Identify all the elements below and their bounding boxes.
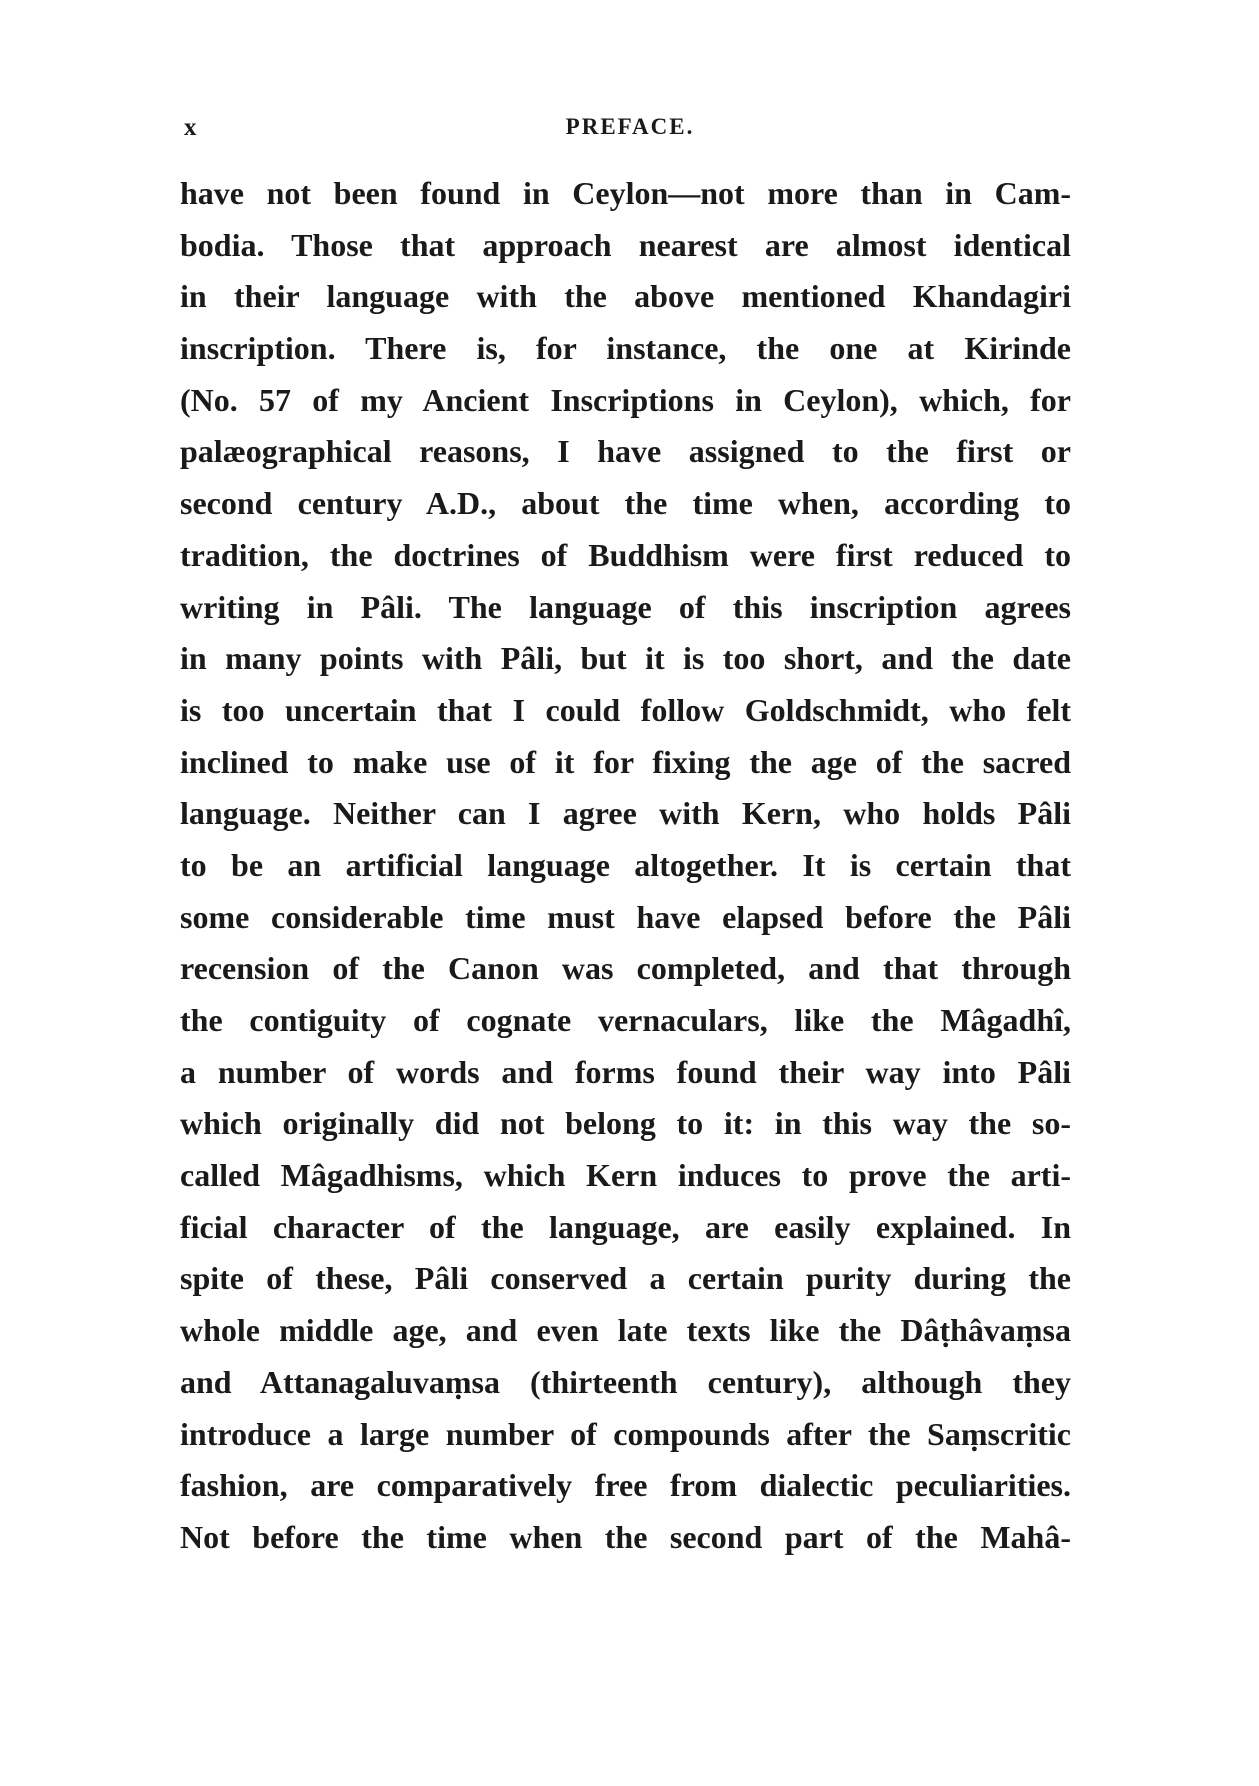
text-line: recension of the Canon was completed, and that through: [180, 950, 1071, 987]
text-line: and Attanagaluvaṃsa (thirteenth century), although they: [180, 1363, 1071, 1400]
text-line: in their language with the above mentioned Khandagiri: [180, 278, 1071, 315]
text-line: introduce a large number of compounds after the Saṃscritic: [180, 1415, 1071, 1452]
text-line: to be an artificial language altogether. It is certain that: [180, 846, 1071, 883]
text-line: inclined to make use of it for fixing the age of the sacred: [180, 743, 1071, 780]
text-line: fashion, are comparatively free from dialectic peculiarities.: [180, 1467, 1071, 1504]
text-line: Not before the time when the second part of the Mahâ-: [180, 1518, 1071, 1555]
page-number: x: [184, 114, 198, 141]
text-line: writing in Pâli. The language of this inscription agrees: [180, 588, 1071, 625]
header-title: PREFACE.: [565, 114, 695, 139]
text-line: language. Neither can I agree with Kern, who holds Pâli: [180, 795, 1071, 832]
text-line: tradition, the doctrines of Buddhism were first reduced to: [180, 536, 1071, 573]
text-line: bodia. Those that approach nearest are almost identical: [180, 226, 1071, 263]
text-line: called Mâgadhisms, which Kern induces to prove the arti-: [180, 1157, 1071, 1194]
text-line: have not been found in Ceylon—not more than in Cam-: [180, 175, 1071, 211]
text-line: the contiguity of cognate vernaculars, like the Mâgadhî,: [180, 1002, 1071, 1038]
text-line: second century A.D., about the time when, according to: [180, 485, 1071, 522]
text-line: a number of words and forms found their way into Pâli: [180, 1053, 1071, 1090]
body-paragraph: [180, 168, 1071, 1564]
text-line: which originally did not belong to it: in this way the so-: [180, 1105, 1071, 1142]
text-line: (No. 57 of my Ancient Inscriptions in Ceylon), which, for: [180, 381, 1071, 418]
text-line: is too uncertain that I could follow Goldschmidt, who felt: [180, 691, 1071, 728]
text-line: ficial character of the language, are easily explained. In: [180, 1208, 1071, 1245]
text-line: palæographical reasons, I have assigned to the first or: [180, 433, 1071, 470]
text-line: spite of these, Pâli conserved a certain purity during the: [180, 1260, 1071, 1297]
text-line: whole middle age, and even late texts like the Dâṭhâvaṃsa: [180, 1312, 1071, 1349]
text-line: in many points with Pâli, but it is too short, and the date: [180, 640, 1071, 677]
text-line: inscription. There is, for instance, the one at Kirinde: [180, 330, 1071, 367]
text-line: some considerable time must have elapsed before the Pâli: [180, 898, 1071, 935]
running-head: [180, 114, 1080, 154]
